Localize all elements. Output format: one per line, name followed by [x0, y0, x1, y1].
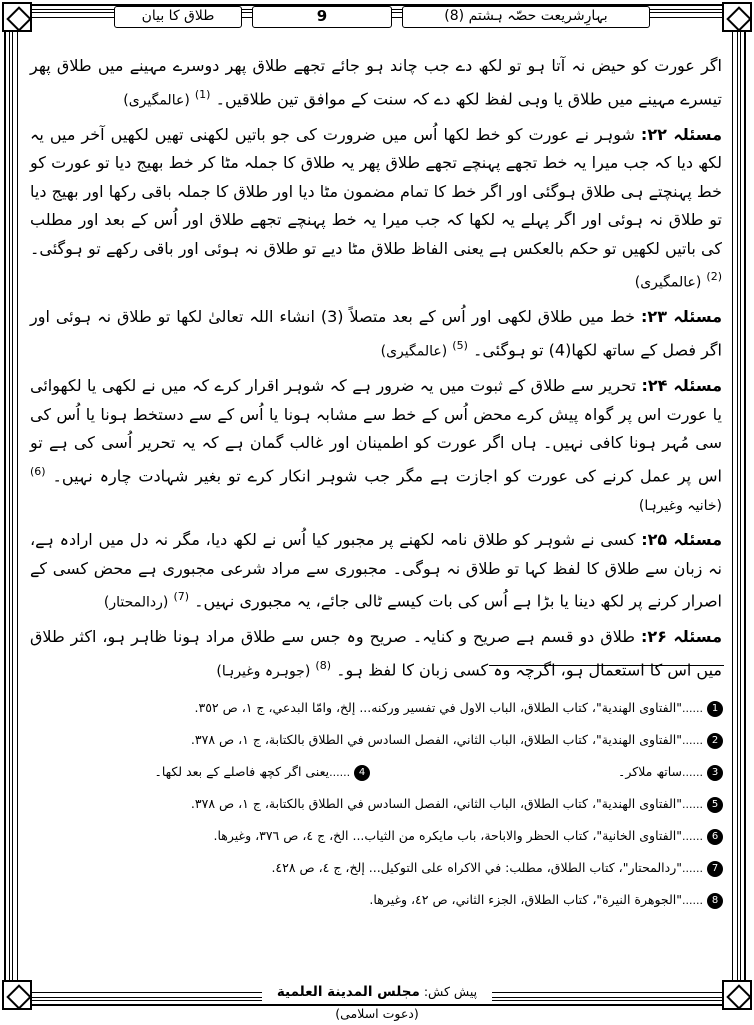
masala-label: مسئلہ ۲۴:	[641, 375, 723, 395]
main-text	[30, 52, 722, 692]
publisher-credit	[262, 981, 492, 1021]
footnote-ref: (6)	[30, 464, 46, 478]
masala-paragraph	[30, 372, 722, 520]
footnote-text: "الفتاوى الهندية"، كتاب الطلاق، الباب الثاني، الفصل السادس في الطلاق بالكتابة، ج ١، ص ٣٧٨.	[190, 796, 683, 811]
credit-prefix: پیش کش:	[423, 984, 478, 999]
footnote-ref: (2)	[706, 270, 722, 284]
footnote-pair	[30, 756, 723, 788]
masala-label: مسئلہ ۲۵:	[641, 530, 723, 550]
publisher-suffix: (دعوت اسلامی)	[335, 1006, 419, 1021]
source-citation: (ردالمحتار)	[103, 594, 169, 611]
footnote-lead-dots: ......	[682, 798, 703, 811]
footnote-number: 3	[707, 765, 723, 781]
footnote	[30, 724, 723, 756]
paragraph-text: طلاق دو قسم ہے صریح و کنایہ۔ صریح وہ جس سے طلاق مراد ہونا ظاہر ہو، اکثر طلاق میں اس کا استعمال ہو، اگرچہ وہ کسی زبان کا لفظ ہو۔	[30, 627, 722, 680]
footnote-lead-dots: ......	[682, 830, 703, 843]
footnote-lead-dots: ......	[682, 702, 703, 715]
masala-paragraph	[30, 121, 722, 298]
masala-paragraph	[30, 526, 722, 617]
masala-paragraph	[30, 623, 722, 686]
source-citation: (عالمگیری)	[634, 274, 702, 291]
corner-ornament-icon	[2, 2, 32, 32]
footnote-lead-dots: ......	[329, 766, 351, 779]
footnote	[30, 884, 723, 916]
corner-ornament-icon	[2, 980, 32, 1010]
footnote	[30, 692, 723, 724]
footnote-text: یعنی اگر کچھ فاصلے کے بعد لکھا۔	[154, 764, 330, 779]
footnote-number: 6	[707, 829, 723, 845]
footnote	[30, 852, 723, 884]
footnote-ref: (1)	[194, 87, 211, 101]
chapter-title: طلاق کا بیان	[114, 6, 242, 28]
footnote-number: 4	[354, 765, 370, 781]
paragraph-text: کسی نے شوہر کو طلاق نامہ لکھنے پر مجبور کیا اُس نے لکھ دیا، مگر نہ دل میں ارادہ ہے، نہ زبان سے طلاق کا لفظ کہا تو طلاق نہ ہوگی۔ مجبوری سے مراد شرعی مجبوری ہے محض کسی کے اصرار کرنے پر لکھ دینا یا بڑا ہے اُس کی بات کیسے ٹالی جائے، یہ مجبوری نہیں۔	[30, 530, 722, 611]
footnote-lead-dots: ......	[682, 894, 703, 907]
corner-ornament-icon	[722, 2, 752, 32]
footnote-ref: (5)	[452, 339, 468, 352]
footnote-text: "الفتاوى الهندية"، كتاب الطلاق، الباب الاول في تفسير وركنه... إلخ، وامّا البدعي، ج ١، ص ٣٥٢.	[194, 700, 683, 715]
footnote-lead-dots: ......	[682, 734, 703, 747]
masala-label: مسئلہ ۲۳:	[641, 307, 723, 327]
paragraph-text: خط میں طلاق لکھی اور اُس کے بعد متصلاً (3) انشاء اللہ تعالیٰ لکھا تو طلاق نہ ہوئی اور اگر فصل کے ساتھ لکھا(4) تو ہوگئی۔	[30, 307, 722, 360]
footnote-number: 7	[707, 861, 723, 877]
page-number: 9	[252, 6, 392, 28]
footnote-text: "الجوهرة النيرة"، كتاب الطلاق، الجزء الثاني، ص ٤٢، وغيرها.	[369, 892, 683, 907]
footnote-text: "الفتاوى الخانية"، كتاب الحظر والاباحة، باب مايكره من الثياب... الخ، ج ٤، ص ٣٧٦، وغيرها.	[213, 828, 683, 843]
masala-label: مسئلہ ۲۶:	[640, 627, 722, 647]
footnote-number: 5	[707, 797, 723, 813]
footnote-text: ساتھ ملاکر۔	[618, 764, 683, 779]
footnote-lead-dots: ......	[682, 766, 703, 779]
footnote-number: 1	[707, 701, 723, 717]
masala-label: مسئلہ ۲۲:	[640, 124, 722, 144]
footnote-ref: (7)	[173, 590, 190, 604]
paragraph	[30, 52, 722, 115]
publisher-name: مجلس المدينة العلمية	[276, 984, 420, 1000]
footnote-text: "ردالمحتار"، كتاب الطلاق، مطلب: في الاكراه على التوكيل... إلخ، ج ٤، ص ٤٢٨.	[271, 860, 683, 875]
footnote-text: "الفتاوى الهندية"، كتاب الطلاق، الباب الثاني، الفصل السادس في الطلاق بالكتابة، ج ١، ص ٣٧٨.	[190, 732, 683, 747]
corner-ornament-icon	[722, 980, 752, 1010]
footnotes	[30, 692, 723, 916]
source-citation: (جوہرہ وغیرہا)	[216, 663, 311, 680]
paragraph-text: شوہر نے عورت کو خط لکھا اُس میں ضرورت کی جو باتیں لکھنی تھیں لکھیں آخر میں یہ لکھ دیا کہ جب میرا یہ خط تجھے پہنچے تجھے طلاق پھر یہ طلاق کا جملہ مٹا کر خط بھیج دیا تو عورت کو خط پہنچتے ہی طلاق ہوگئی اور اگر خط کا تمام مضمون مٹا دیا اور طلاق کا جملہ باقی رکھا اور بھیج دیا تو طلاق نہ ہوئی اور اگر پہلے یہ لکھا کہ جب میرا یہ خط پہنچے تجھے طلاق اور اُس کے بعد اور مطلب کی باتیں لکھیں تو حکم بالعکس ہے یعنی الفاظ طلاق مٹا دیے تو طلاق نہ ہوئی اور باقی رکھے تو ہوگئی۔	[30, 124, 722, 258]
paragraph-text: تحریر سے طلاق کے ثبوت میں یہ ضرور ہے کہ شوہر اقرار کرے کہ میں نے لکھی یا لکھوائی یا عورت اس پر گواہ پیش کرے محض اُس کے خط سے مشابہ ہونا یا اُس کے سے دستخط ہونا یا اُس کی سی مُہر ہونا کافی نہیں۔ ہاں اگر عورت کو اطمینان اور غالب گمان ہے کہ یہ تحریر اُسی کی ہے تو اس پر عمل کرنے کی عورت کو اجازت ہے مگر جب شوہر انکار کرے تو بغیر شہادت چارہ نہیں۔	[30, 375, 722, 486]
source-citation: (عالمگیری)	[123, 91, 190, 108]
book-title: بہارِشریعت حصّہ ہشتم (8)	[402, 6, 650, 28]
footnote-divider	[489, 665, 724, 666]
source-citation: (عالمگیری)	[380, 343, 448, 360]
source-citation: (خانیہ وغیرہا)	[638, 497, 722, 514]
paragraph-text: اگر عورت کو حیض نہ آتا ہو تو لکھ دے جب چاند ہو جائے تجھے طلاق پھر دوسرے مہینے میں طلاق پھر تیسرے مہینے میں طلاق یا وہی لفظ لکھ دے کہ سنت کے موافق تین طلاقیں۔	[30, 56, 722, 108]
footnote	[30, 788, 723, 820]
footnote-number: 2	[707, 733, 723, 749]
masala-paragraph	[30, 303, 722, 366]
footnote	[30, 820, 723, 852]
footnote-lead-dots: ......	[682, 862, 703, 875]
footnote-ref: (8)	[315, 658, 331, 672]
page-header	[114, 4, 652, 30]
footnote-number: 8	[707, 893, 723, 909]
